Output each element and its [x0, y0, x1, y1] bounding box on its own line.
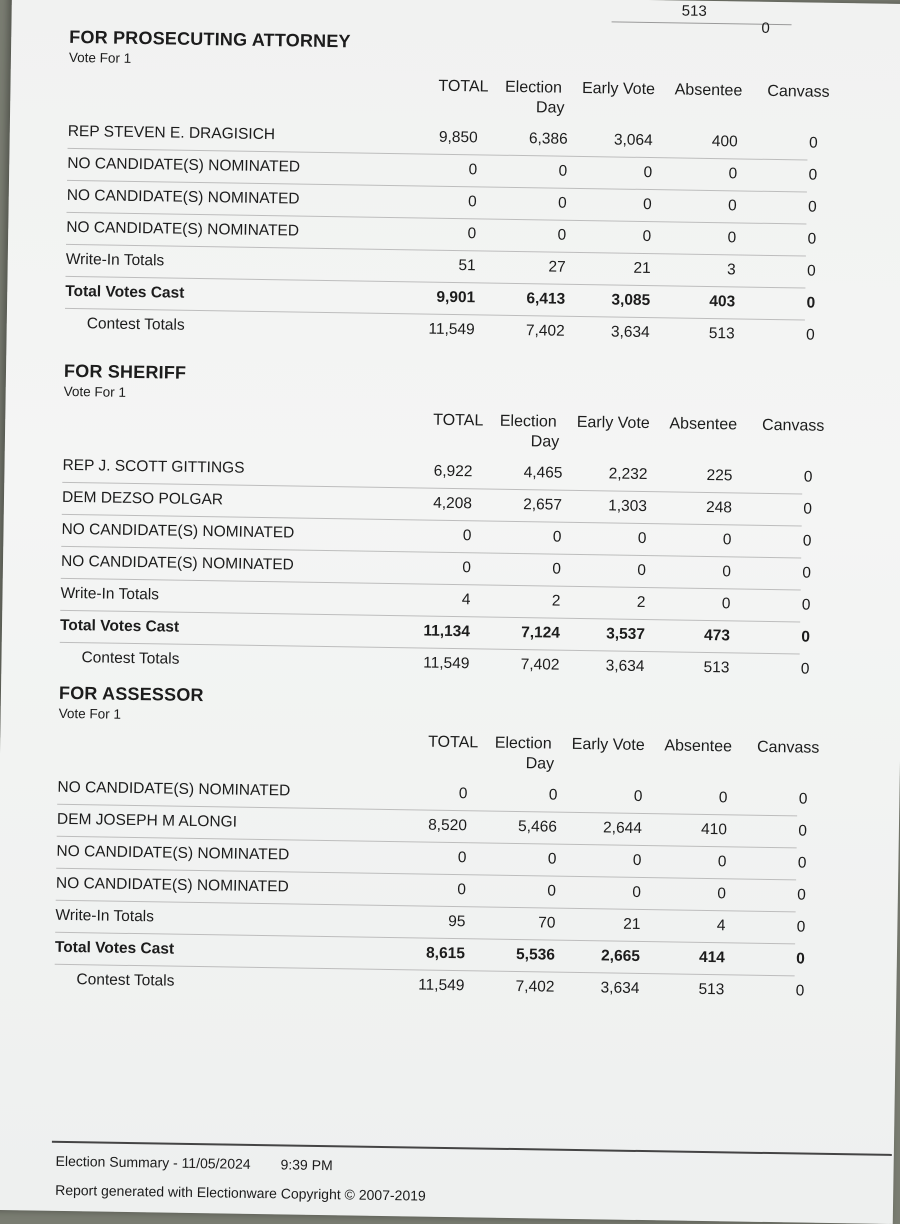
cell-early-vote: 2,644	[602, 819, 643, 837]
cell-election-day: 5,536	[515, 946, 556, 964]
row-label: NO CANDIDATE(S) NOMINATED	[55, 874, 289, 896]
cell-election-day: 7,124	[521, 624, 561, 642]
column-header-absentee: Absentee	[669, 415, 738, 434]
column-header-election-day	[488, 734, 559, 775]
row-label: Total Votes Cast	[59, 616, 180, 636]
cell-early-vote: 3,634	[600, 979, 640, 997]
footer-generated: Report generated with Electionware Copyright © 2007-2019	[55, 1181, 426, 1204]
contest-sheriff	[59, 360, 825, 686]
column-header-total: TOTAL	[428, 733, 479, 752]
row-label: NO CANDIDATE(S) NOMINATED	[67, 154, 301, 176]
cell-absentee: 513	[698, 980, 725, 999]
contest-subtitle: Vote For 1	[58, 705, 122, 722]
row-label: NO CANDIDATE(S) NOMINATED	[66, 186, 300, 208]
cell-early-vote: 0	[642, 227, 652, 246]
cell-canvass: 0	[806, 262, 816, 280]
cell-canvass: 0	[801, 596, 811, 614]
cell-absentee: 400	[711, 133, 738, 151]
column-header-election-day-line1: Election	[494, 734, 552, 753]
row-label: Write-In Totals	[65, 250, 165, 270]
cell-canvass: 0	[802, 532, 812, 550]
cell-election-day: 2	[551, 592, 561, 610]
contest-assessor	[54, 682, 820, 1008]
footer-summary: Election Summary - 11/05/2024	[55, 1152, 251, 1172]
cell-canvass: 0	[807, 230, 817, 248]
cell-election-day: 6,386	[528, 130, 568, 148]
row-label: Write-In Totals	[60, 584, 160, 604]
row-label: Contest Totals	[76, 971, 175, 990]
cell-early-vote: 0	[633, 787, 643, 806]
cell-early-vote: 0	[637, 561, 647, 580]
cell-canvass: 0	[808, 134, 818, 152]
results-table	[59, 451, 813, 686]
contest-subtitle: Vote For 1	[63, 383, 127, 400]
cell-absentee: 0	[727, 229, 737, 247]
cell-election-day: 27	[548, 258, 566, 276]
column-header-absentee: Absentee	[664, 737, 733, 756]
column-header-election-day-line1: Election	[504, 78, 563, 97]
cell-early-vote: 3,085	[611, 291, 651, 310]
row-label: DEM JOSEPH M ALONGI	[56, 810, 238, 831]
row-label: Contest Totals	[81, 649, 180, 668]
cell-total: 11,134	[423, 622, 471, 641]
results-table	[65, 117, 818, 352]
cell-election-day: 5,466	[517, 818, 558, 836]
row-label: REP STEVEN E. DRAGISICH	[67, 122, 276, 144]
cell-absentee: 0	[717, 885, 727, 903]
cell-total: 9,850	[438, 128, 478, 147]
cell-absentee: 0	[717, 853, 727, 871]
cell-early-vote: 0	[643, 163, 653, 182]
contest-subtitle: Vote For 1	[68, 49, 132, 66]
cell-total: 0	[458, 785, 468, 803]
cell-early-vote: 3,537	[606, 625, 646, 644]
cell-election-day: 0	[558, 162, 568, 180]
cell-total: 11,549	[418, 976, 465, 995]
cell-absentee: 0	[727, 197, 737, 215]
cell-total: 11,549	[423, 654, 470, 673]
cell-total: 6,922	[433, 462, 473, 481]
cell-election-day: 0	[547, 850, 557, 868]
row-label: REP J. SCOTT GITTINGS	[62, 456, 245, 477]
row-label: Contest Totals	[86, 315, 185, 334]
column-header-election-day-line1: Election	[499, 412, 557, 431]
cell-absentee: 513	[708, 324, 735, 343]
row-label: NO CANDIDATE(S) NOMINATED	[56, 842, 290, 864]
cell-total: 0	[462, 559, 472, 577]
column-header-election-day	[493, 412, 564, 453]
remnant-absentee-value: 513	[681, 2, 707, 20]
cell-early-vote: 0	[637, 529, 647, 548]
remnant-canvass-value: 0	[761, 19, 770, 37]
cell-election-day: 2,657	[523, 496, 563, 514]
cell-election-day: 0	[557, 194, 567, 212]
cell-election-day: 70	[538, 914, 556, 932]
cell-canvass: 0	[796, 950, 806, 968]
column-header-total: TOTAL	[438, 77, 489, 96]
cell-canvass: 0	[803, 468, 813, 486]
cell-early-vote: 0	[632, 883, 642, 901]
cell-absentee: 473	[703, 626, 731, 645]
cell-canvass: 0	[798, 790, 808, 808]
cell-canvass: 0	[808, 166, 818, 184]
cell-absentee: 0	[718, 789, 728, 807]
cell-canvass: 0	[798, 822, 808, 840]
column-header-absentee: Absentee	[674, 81, 743, 100]
cell-absentee: 0	[722, 531, 732, 549]
column-header-total: TOTAL	[433, 411, 484, 430]
cell-election-day: 7,402	[515, 978, 555, 996]
cell-election-day: 0	[557, 226, 567, 244]
column-header-election-day-line2: Day	[530, 433, 560, 451]
cell-total: 0	[462, 527, 472, 545]
cell-total: 51	[458, 257, 476, 275]
cell-absentee: 248	[705, 498, 733, 517]
cell-total: 8,615	[425, 944, 466, 963]
cell-absentee: 513	[703, 658, 730, 677]
cell-total: 0	[467, 193, 477, 211]
cell-early-vote: 3,634	[605, 657, 645, 676]
cell-total: 95	[448, 912, 466, 931]
row-label: Total Votes Cast	[54, 938, 175, 958]
report-footer	[55, 1151, 856, 1213]
cell-canvass: 0	[803, 500, 813, 518]
cell-total: 4,208	[433, 494, 473, 513]
cell-absentee: 414	[698, 948, 726, 967]
column-header-election-day-line2: Day	[535, 99, 565, 117]
column-header-canvass: Canvass	[761, 416, 825, 435]
cell-canvass: 0	[805, 326, 815, 344]
cell-absentee: 403	[709, 292, 736, 311]
cell-total: 11,549	[428, 320, 475, 339]
row-label: NO CANDIDATE(S) NOMINATED	[66, 218, 300, 240]
cell-election-day: 7,402	[525, 322, 565, 340]
cell-total: 9,901	[436, 288, 476, 307]
column-header-election-day	[498, 78, 569, 119]
cell-early-vote: 3,634	[610, 323, 650, 342]
cell-canvass: 0	[801, 628, 811, 646]
cell-early-vote: 3,064	[613, 131, 653, 150]
cell-canvass: 0	[802, 564, 812, 582]
cell-election-day: 0	[552, 528, 562, 546]
contest-title: FOR SHERIFF	[63, 360, 187, 383]
cell-early-vote: 21	[623, 915, 641, 933]
cell-election-day: 0	[547, 882, 557, 900]
cell-total: 0	[468, 161, 478, 179]
cell-canvass: 0	[796, 918, 806, 936]
cell-early-vote: 2,665	[600, 947, 641, 965]
cell-total: 0	[457, 849, 467, 867]
cell-canvass: 0	[797, 854, 807, 872]
cell-canvass: 0	[806, 294, 816, 312]
cell-canvass: 0	[800, 660, 810, 678]
column-header-early-vote: Early Vote	[581, 79, 656, 99]
cell-election-day: 0	[548, 786, 558, 804]
cell-election-day: 0	[552, 560, 562, 578]
cell-early-vote: 0	[632, 851, 642, 869]
cell-election-day: 4,465	[523, 464, 563, 482]
row-label: NO CANDIDATE(S) NOMINATED	[60, 552, 294, 574]
cell-total: 4	[461, 591, 471, 609]
cell-canvass: 0	[807, 198, 817, 216]
cell-early-vote: 2	[636, 593, 646, 612]
cell-canvass: 0	[797, 886, 807, 904]
cell-absentee: 225	[706, 466, 733, 485]
cell-total: 0	[457, 881, 467, 899]
cell-early-vote: 1,303	[608, 497, 648, 516]
contest-title: FOR ASSESSOR	[58, 682, 204, 706]
contest-title: FOR PROSECUTING ATTORNEY	[69, 26, 351, 52]
column-header-early-vote: Early Vote	[571, 735, 645, 755]
cell-early-vote: 0	[642, 195, 652, 214]
column-header-canvass: Canvass	[767, 82, 830, 101]
column-header-election-day-line2: Day	[525, 755, 555, 773]
column-header-canvass: Canvass	[756, 738, 820, 757]
contest-prosecuting-attorney	[65, 26, 830, 352]
footer-time: 9:39 PM	[280, 1156, 333, 1174]
results-table	[54, 773, 808, 1008]
cell-total: 8,520	[428, 816, 468, 835]
cell-total: 0	[467, 225, 477, 243]
cell-absentee: 410	[700, 820, 728, 839]
row-label: NO CANDIDATE(S) NOMINATED	[57, 778, 291, 800]
cell-election-day: 7,402	[520, 656, 560, 674]
row-label: NO CANDIDATE(S) NOMINATED	[61, 520, 295, 542]
row-label: Write-In Totals	[55, 906, 155, 926]
row-label: DEM DEZSO POLGAR	[61, 488, 224, 509]
cell-absentee: 0	[722, 563, 732, 581]
cell-absentee: 3	[726, 261, 736, 279]
cell-canvass: 0	[795, 982, 805, 1000]
cell-early-vote: 21	[633, 259, 651, 278]
row-label: Total Votes Cast	[65, 282, 185, 302]
cell-absentee: 0	[728, 165, 738, 183]
cell-absentee: 4	[716, 917, 726, 935]
cell-election-day: 6,413	[526, 290, 566, 308]
cell-absentee: 0	[721, 595, 731, 613]
column-header-early-vote: Early Vote	[576, 413, 650, 433]
cell-early-vote: 2,232	[608, 465, 648, 484]
